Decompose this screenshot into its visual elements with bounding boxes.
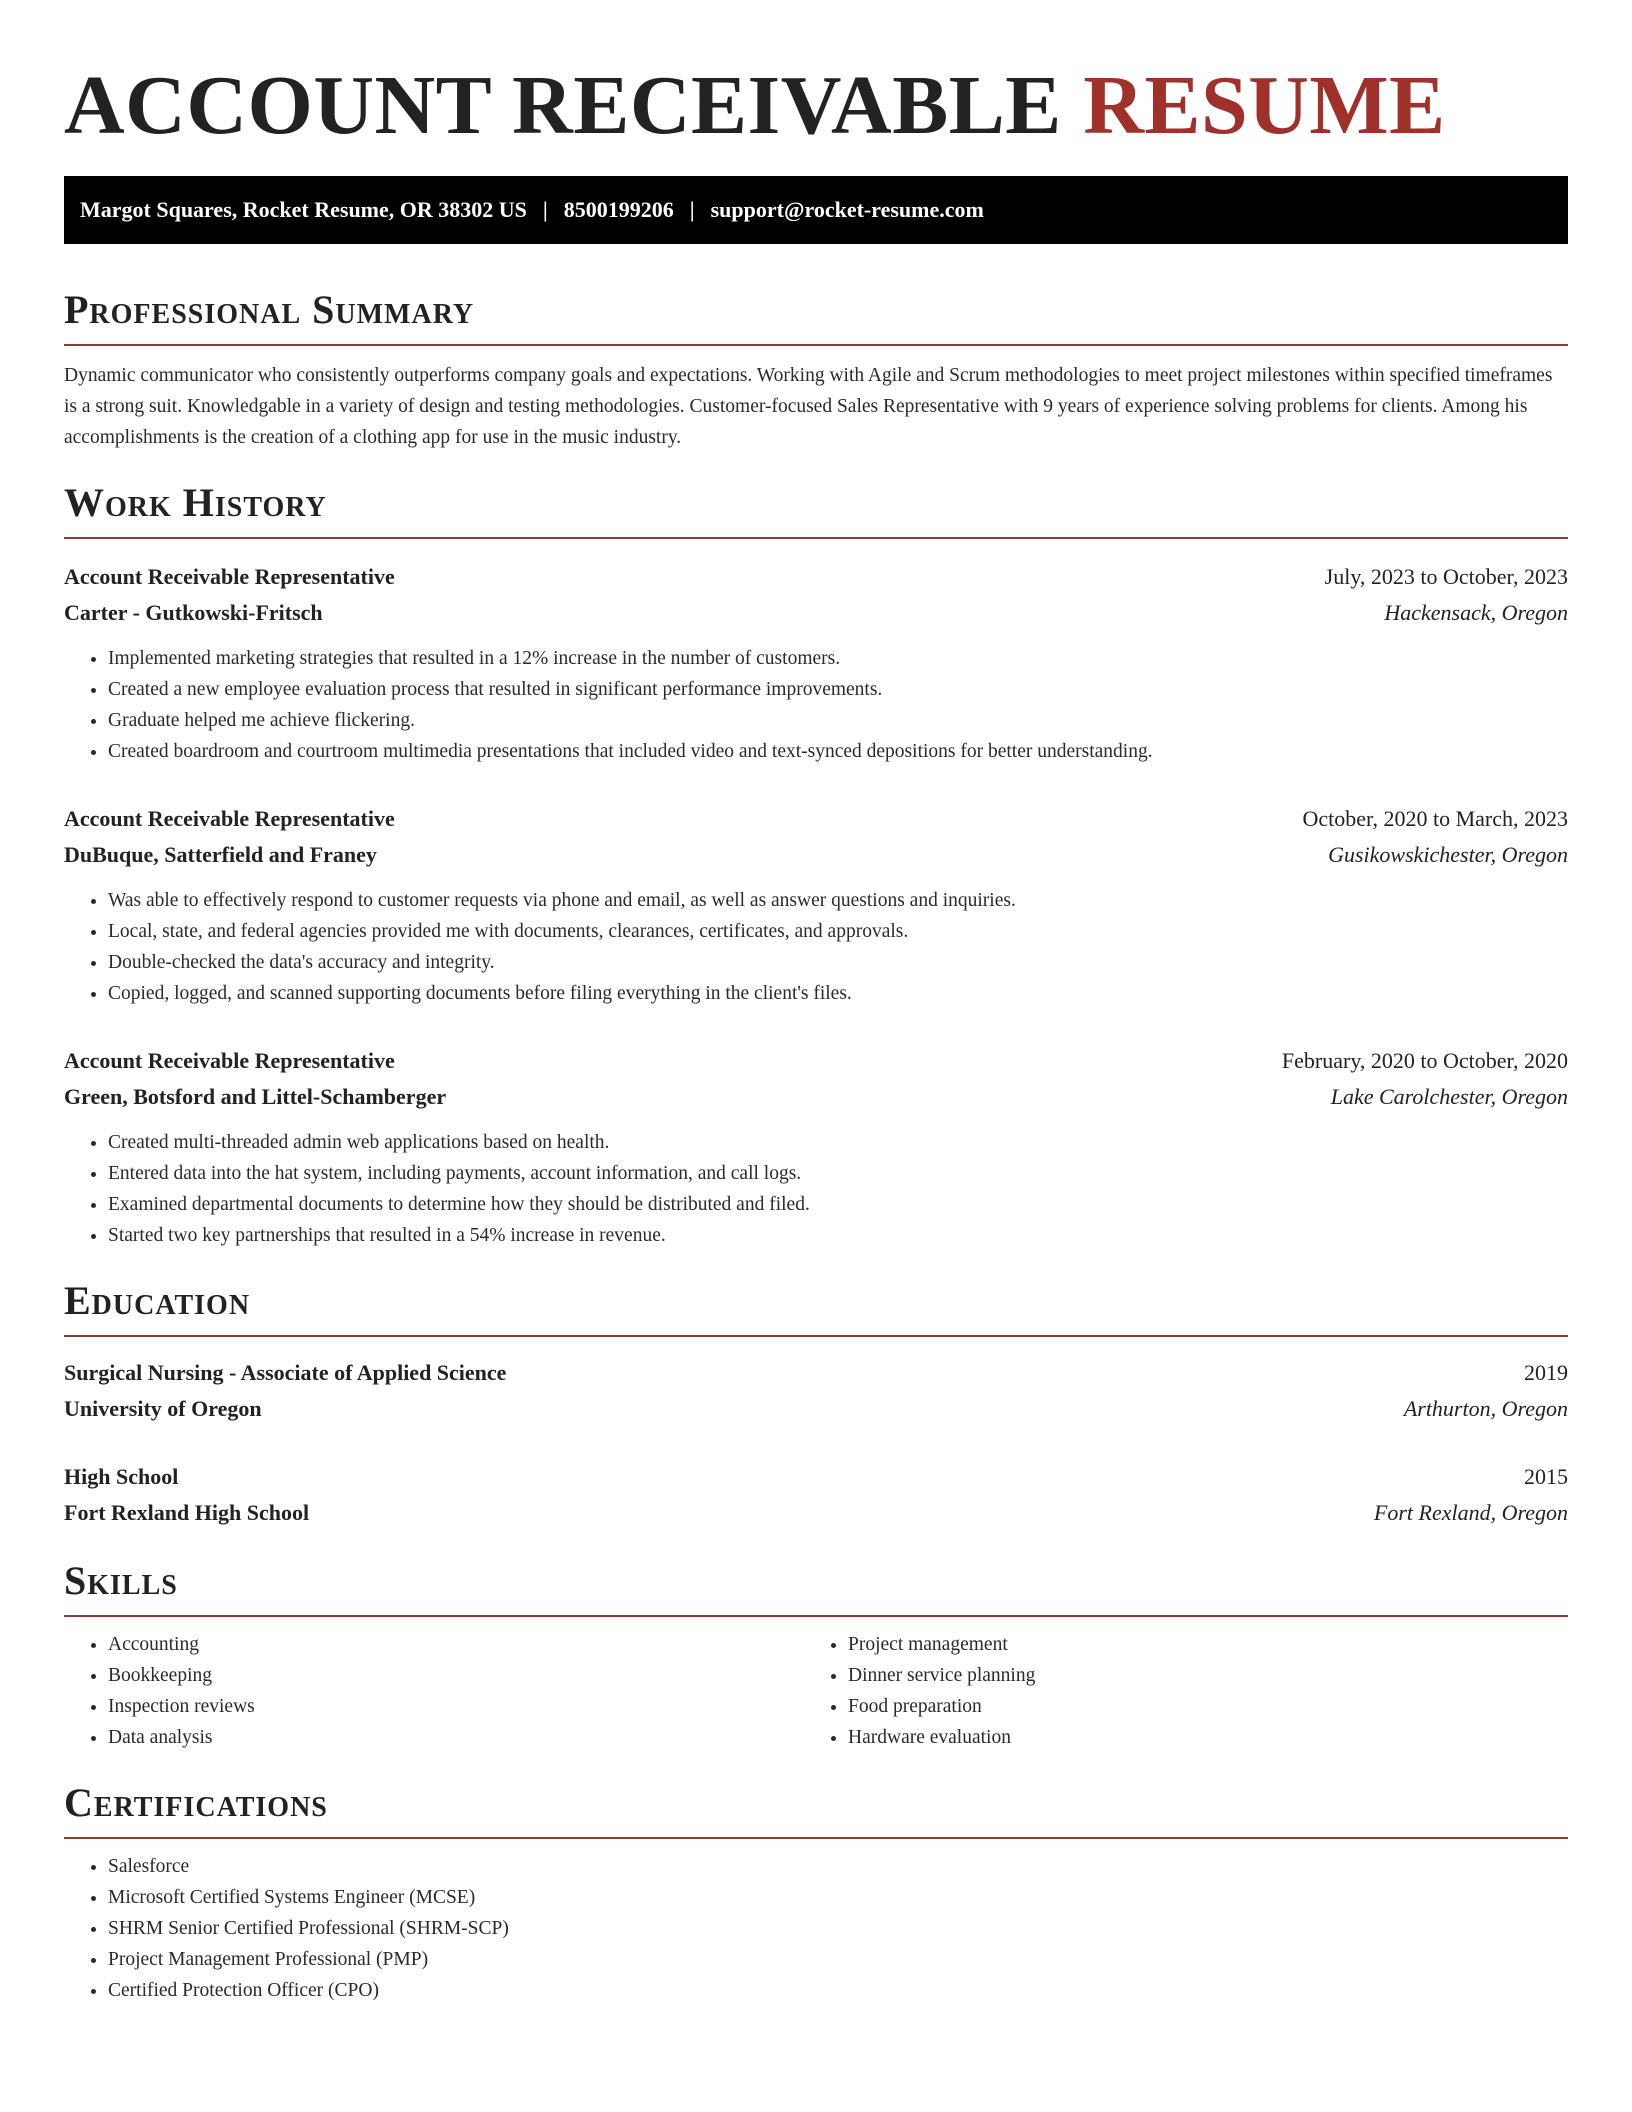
job-entry xyxy=(64,801,1568,1009)
job-bullet: • Graduate helped me achieve flickering. xyxy=(108,705,1568,736)
contact-separator: | xyxy=(542,197,548,222)
skill-item: • Accounting xyxy=(108,1629,804,1660)
resume-page xyxy=(64,0,1568,2006)
section-heading-education: Education xyxy=(64,1277,1568,1337)
skill-item: • Bookkeeping xyxy=(108,1660,804,1691)
skill-item: • Dinner service planning xyxy=(848,1660,1568,1691)
certifications-section xyxy=(64,1779,1568,2006)
job-title: Account Receivable Representative xyxy=(64,806,395,831)
skill-item: • Hardware evaluation xyxy=(848,1722,1568,1753)
section-heading-skills: Skills xyxy=(64,1557,1568,1617)
education-location: Arthurton, Oregon xyxy=(1403,1396,1568,1421)
job-location: Lake Carolchester, Oregon xyxy=(1330,1084,1568,1109)
job-title: Account Receivable Representative xyxy=(64,1048,395,1073)
certification-item: • Salesforce xyxy=(108,1851,1568,1882)
education-school: Fort Rexland High School xyxy=(64,1500,310,1525)
job-dates: October, 2020 to March, 2023 xyxy=(1302,806,1568,831)
education-entry xyxy=(64,1355,1568,1427)
job-bullet: • Created a new employee evaluation process that resulted in significant performance improvements. xyxy=(108,674,1568,705)
skill-item: • Food preparation xyxy=(848,1691,1568,1722)
skill-item: • Project management xyxy=(848,1629,1568,1660)
certification-item: • Microsoft Certified Systems Engineer (MCSE) xyxy=(108,1882,1568,1913)
certification-item: • Certified Protection Officer (CPO) xyxy=(108,1975,1568,2006)
skills-list-right xyxy=(804,1629,1568,1753)
contact-address: Margot Squares, Rocket Resume, OR 38302 US xyxy=(80,197,527,222)
job-bullet: • Created multi-threaded admin web applications based on health. xyxy=(108,1127,1568,1158)
education-year: 2019 xyxy=(1524,1360,1568,1385)
education-degree: Surgical Nursing - Associate of Applied Science xyxy=(64,1360,507,1385)
job-bullet: • Double-checked the data's accuracy and integrity. xyxy=(108,947,1568,978)
certification-item: • Project Management Professional (PMP) xyxy=(108,1944,1568,1975)
contact-phone[interactable]: 8500199206 xyxy=(563,197,674,222)
section-heading-summary: Professional Summary xyxy=(64,286,1568,346)
work-history-section xyxy=(64,479,1568,1251)
job-company: Green, Botsford and Littel-Schamberger xyxy=(64,1084,447,1109)
job-bullet: • Local, state, and federal agencies provided me with documents, clearances, certificates, and approvals. xyxy=(108,916,1568,947)
job-location: Hackensack, Oregon xyxy=(1384,600,1568,625)
skill-item: • Inspection reviews xyxy=(108,1691,804,1722)
job-bullet: • Was able to effectively respond to customer requests via phone and email, as well as answer questions and inquiries. xyxy=(108,885,1568,916)
job-bullet: • Created boardroom and courtroom multimedia presentations that included video and text-synced depositions for better understanding. xyxy=(108,736,1568,767)
resume-title xyxy=(64,58,1568,154)
job-entry xyxy=(64,1043,1568,1251)
education-year: 2015 xyxy=(1524,1464,1568,1489)
job-company: DuBuque, Satterfield and Franey xyxy=(64,842,377,867)
contact-separator: | xyxy=(689,197,695,222)
section-heading-work-history: Work History xyxy=(64,479,1568,539)
job-dates: February, 2020 to October, 2020 xyxy=(1281,1048,1568,1073)
job-bullet: • Started two key partnerships that resulted in a 54% increase in revenue. xyxy=(108,1220,1568,1251)
job-title: Account Receivable Representative xyxy=(64,564,395,589)
job-bullet: • Copied, logged, and scanned supporting documents before filing everything in the client's files. xyxy=(108,978,1568,1009)
contact-email[interactable]: support@rocket-resume.com xyxy=(710,197,984,222)
skills-section xyxy=(64,1557,1568,1753)
job-bullet: • Implemented marketing strategies that resulted in a 12% increase in the number of customers. xyxy=(108,643,1568,674)
skill-item: • Data analysis xyxy=(108,1722,804,1753)
job-company: Carter - Gutkowski-Fritsch xyxy=(64,600,323,625)
education-entry xyxy=(64,1459,1568,1531)
job-bullets xyxy=(64,643,1568,767)
certifications-list xyxy=(64,1851,1568,2006)
job-entry xyxy=(64,559,1568,767)
title-accent: RESUME xyxy=(1083,59,1446,152)
certification-item: • SHRM Senior Certified Professional (SHRM-SCP) xyxy=(108,1913,1568,1944)
job-bullets xyxy=(64,885,1568,1009)
education-location: Fort Rexland, Oregon xyxy=(1373,1500,1568,1525)
job-bullet: • Examined departmental documents to determine how they should be distributed and filed. xyxy=(108,1189,1568,1220)
job-location: Gusikowskichester, Oregon xyxy=(1328,842,1568,867)
summary-text: Dynamic communicator who consistently outperforms company goals and expectations. Working with Agile and Scrum methodologies to meet project milestones within specified timeframes is a strong suit. Knowledgable in a variety of design and testing methodologies. Customer-focused Sales Representative with 9 years of experience solving problems for clients. Among his accomplishments is the creation of a clothing app for use in the music industry. xyxy=(64,365,1553,448)
section-heading-certifications: Certifications xyxy=(64,1779,1568,1839)
education-school: University of Oregon xyxy=(64,1396,262,1421)
job-bullets xyxy=(64,1127,1568,1251)
contact-bar xyxy=(64,176,1568,244)
job-bullet: • Entered data into the hat system, including payments, account information, and call logs. xyxy=(108,1158,1568,1189)
education-degree: High School xyxy=(64,1464,179,1489)
skills-columns xyxy=(64,1629,1568,1753)
title-main: ACCOUNT RECEIVABLE xyxy=(64,59,1062,152)
skills-list-left xyxy=(64,1629,804,1753)
education-section xyxy=(64,1277,1568,1531)
job-dates: July, 2023 to October, 2023 xyxy=(1324,564,1568,589)
